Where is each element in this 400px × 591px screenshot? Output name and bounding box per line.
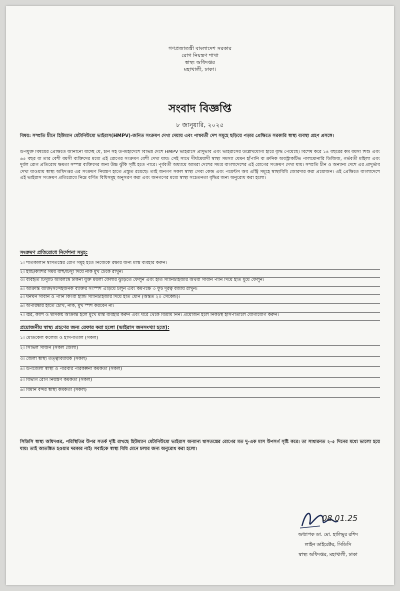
closing-text: সিডিসি স্বাস্থ্য অধিদপ্তর, পরিস্থিতির উপর সতর্ক দৃষ্টি রাখছে হিউম্যান মেটানিউমো ভাইরাস অন্যান্য শ্বাসতন্ত্রের রোগের মত দু-এক মাস উপসর্গ সৃষ্টি করে। তা সাধারনত ২-৫ দিনের মধ্যে ভালো হয়ে যায়। তাই আতঙ্কিত হওয়ার দরকার নাই। সবাইকে স্বাস্থ্য বিধি মেনে চলার জন্য অনুরোধ করা হলো। [20, 440, 380, 452]
services-list [20, 336, 380, 398]
signatory-designation: লাইন ডাইরেক্টর, সিডিসি [304, 543, 352, 548]
letterhead-line-government: গণপ্রজাতন্ত্রী বাংলাদেশ সরকার [168, 46, 232, 52]
list-item: ৪। আক্রান্ত ব্যক্তি/সন্দেহজনক ব্যক্তির সংস্পর্শ এড়িয়ে চলুন এবং কমপক্ষে ৩ ফুট দূরত্ব বজায় রাখুন। [20, 287, 380, 296]
services-heading: প্রয়োজনীয় স্বাস্থ্য গ্রহণের জন্য রেফার করা হলো (ভাইরাস জনসংখ্যা হতে): [20, 325, 170, 331]
list-item: ১। মেডিকেল কলেজ ও হাসপাতাল (সকল) [20, 336, 380, 346]
list-item: ৩। জেলা স্বাস্থ্য তত্ত্বাবধায়ক (সকল) [20, 357, 380, 367]
document-page [6, 6, 394, 585]
prevention-list [20, 261, 380, 321]
body-paragraph: উপর্যুক্ত বিষয়ের প্রেক্ষিতে জানানো যাচ্ছে যে, চীন সহ উপমহাদেশে বিভিন্ন দেশে HMPV ভাইরাসে প্রাদুর্ভাব এবং ভাইরাসের উল্লেখযোগ্য হারে বৃদ্ধি পেয়েছে। বিশেষ করে ১৪ বছরের কম বয়সী শিশু এবং ৬৫ বছর বা তার বেশী বয়সী ব্যক্তিদের মধ্যে এই রোগের সংক্রমণ বেশী দেখা যায়। সেই সাথে দীর্ঘমেয়াদী স্বাস্থ্য সমস্যা যেমন হাঁপানি বা ক্রনিক অবস্ট্রাকটিভ পালমোনারি ডিজিজ, গর্ভবতী মহিলা এবং দুর্বল রোগ প্রতিরোধ ক্ষমতা সম্পন্ন ব্যক্তিদের জন্য উচ্চ ঝুঁকি সৃষ্টি হতে পারে। পূর্ববর্তী অধ্যায়ে আমরা দেশের সমগ্র বাংলাদেশের এই রোগের সংক্রমণ দেখা যায়। সম্প্রতি চীন ও অন্যান্য দেশে এর প্রাদুর্ভাব দেখা যাওয়ায় স্বাস্থ্য অধিদপ্তর এর সংক্রমণ নিয়ন্ত্রণ হাতে প্রস্তুত রয়েছে। তাই জনগণ সকল স্বাস্থ্য সেবা কেন্দ্র এবং পয়েন্টস অব এন্ট্রি সমূহে স্বাস্থ্যবিধি জোরদার করা প্রয়োজন। এই প্রেক্ষিতে বাংলাদেশে এই ভাইরাস সংক্রমণ প্রতিরোধে নিম্নে বর্ণিত বিধিসমূহ অনুসরণ করা এবং জনগণের মধ্যে স্বাস্থ্য সচেতনতা বৃদ্ধির জন্য অনুরোধ করা হলো। [20, 150, 380, 182]
press-release-date: ৮ জানুয়ারি, ২০২৫ [176, 122, 224, 129]
list-item: ৬। বিমান বন্দর স্বাস্থ্য কর্মকর্তা (সকল) [20, 388, 380, 398]
closing-paragraph [20, 440, 380, 453]
list-item: ৭। জ্বর, কাশি ও শ্বাসকষ্ট আক্রান্ত হলে মুখে মাস্ক ব্যবহার করুন এবং ঘরে থেকে বিশ্রাম নিন। প্রয়োজন হলে নিকটস্থ হাসপাতালে যোগাযোগ করুন। [20, 313, 380, 322]
press-release-title: সংবাদ বিজ্ঞপ্তি [168, 102, 232, 115]
list-item: ৬। অপরিষ্কার হাতে চোখ, নাক, মুখ স্পর্শ করবেন না। [20, 304, 380, 313]
list-item: ৫। বিভাগ রোগ নিয়ন্ত্রণ কর্মকর্তা (সকল) [20, 378, 380, 388]
letterhead-line-branch: রোগ নিয়ন্ত্রণ শাখা [181, 53, 219, 59]
list-item: ৫। ঘনঘন সাবান ও পানি কিংবা হ্যান্ড স্যানিটাইজার দিয়ে হাত ধোন (অন্তত ২০ সেকেন্ড)। [20, 295, 380, 304]
subject-text: সম্প্রতি চীনে হিউম্যান মেটানিউমো ভাইরাস(HMPV)-জনিত সংক্রমণ দেখা দেয়ায় এবং পাশ্ববর্তী দেশ সমূহে ছড়িয়ে পড়ার প্রেক্ষিতে সরকারি স্বাস্থ্য ব্যবস্থা গ্রহণ প্রসঙ্গে। [32, 134, 334, 139]
signature-date: 08.01.25 [322, 514, 358, 523]
list-item: ১। শীতকালীন শ্বাসতন্ত্রের রোগ সমূহ হতে নিজেকে রক্ষার জন্য মাস্ক ব্যবহার করুন। [20, 261, 380, 270]
list-item: ২। হাঁচি/কাশির সময় বাহু/টিস্যু দিয়ে নাক মুখ ঢেকে রাখুন। [20, 270, 380, 279]
letterhead [6, 46, 394, 74]
subject-line [20, 134, 380, 141]
subject-label: বিষয়: [20, 134, 31, 139]
letterhead-line-directorate: স্বাস্থ্য অধিদপ্তর [185, 60, 215, 66]
signatory-name: অধ্যাপক ডা. মো. হালিমুর রশিদ [298, 533, 358, 538]
list-item: ৪। উপজেলা স্বাস্থ্য ও পরিবার পরিকল্পনা কর্মকর্তা (সকল) [20, 367, 380, 377]
prevention-heading: সংক্রমণ প্রতিরোধে নির্দেশনা সমূহ: [20, 250, 88, 256]
signatory-office: স্বাস্থ্য অধিদপ্তর, মহাখালী, ঢাকা [298, 553, 358, 558]
list-item: ৩। ব্যবহৃত টিস্যুটি অবিলম্বে ঢাকনা যুক্ত ময়লা ফেলার ঝুড়িতে ফেলুন এবং হাত স্যানিটাইজার অথবা সাবান পানি দিয়ে হাত ধুয়ে ফেলুন। [20, 278, 380, 287]
list-item: ২। সিভিল সার্জন (সকল জেলা) [20, 346, 380, 356]
letterhead-line-address: মহাখালী, ঢাকা। [183, 67, 217, 73]
